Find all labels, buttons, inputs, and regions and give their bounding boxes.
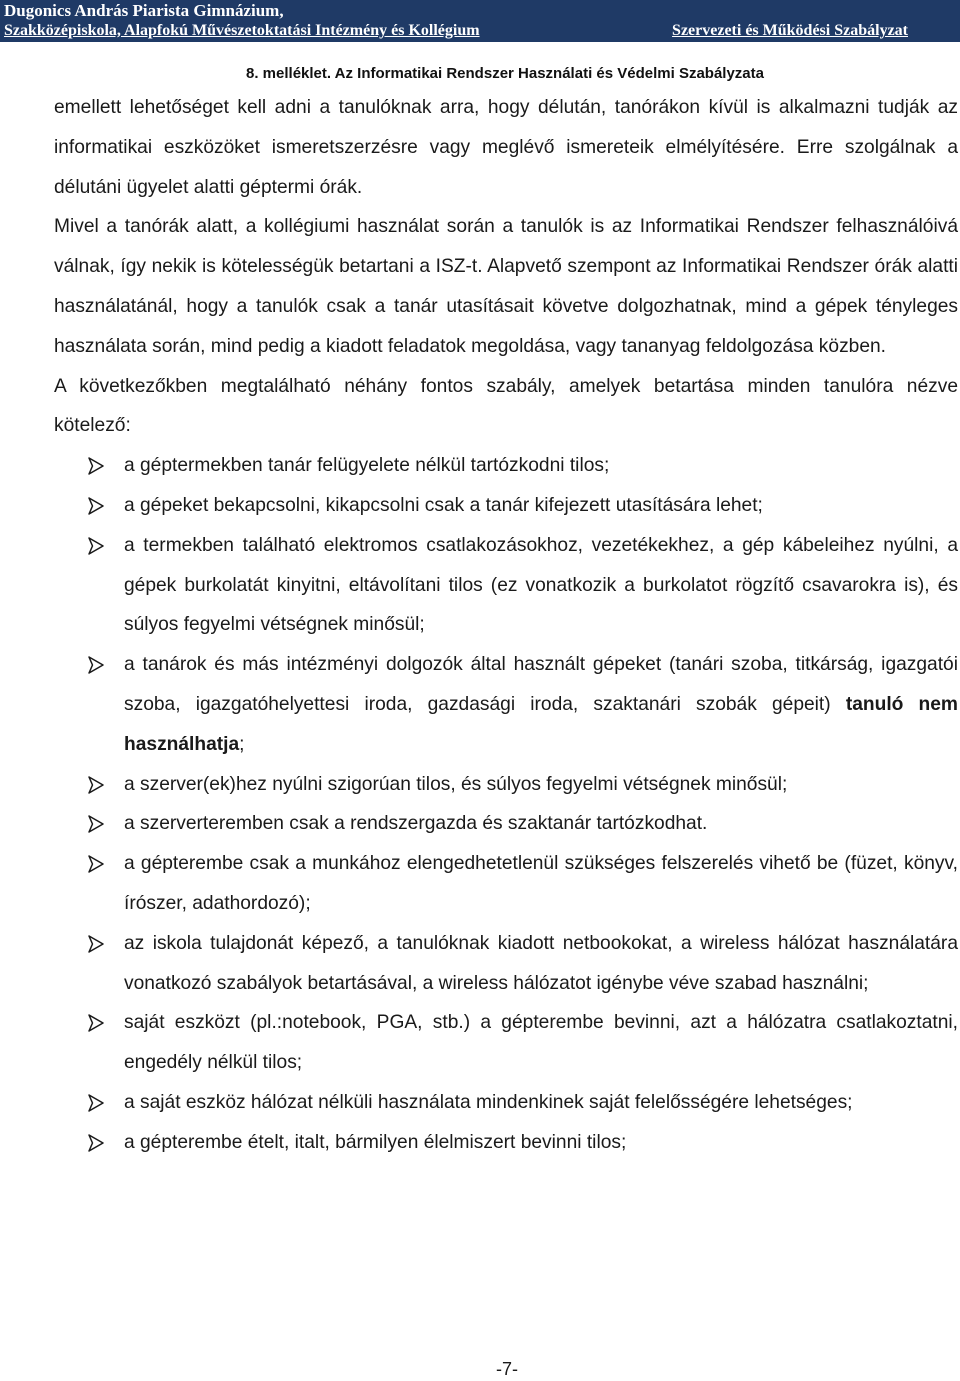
school-name-line1: Dugonics András Piarista Gimnázium,: [4, 1, 284, 20]
rule-text: a géptermekben tanár felügyelete nélkül tartózkodni tilos;: [124, 455, 610, 477]
arrowhead-bullet-icon: [87, 815, 105, 833]
list-item: [54, 446, 958, 486]
page-header: [0, 0, 960, 42]
arrowhead-bullet-icon: [87, 537, 105, 555]
rule-text: az iskola tulajdonát képező, a tanulóknak kiadott netbookokat, a wireless hálózat használatára vonatkozó szabályok betartásával, a wireless hálózatot igénybe véve szabad használni;: [124, 932, 958, 994]
arrowhead-bullet-icon: [87, 1094, 105, 1112]
list-item: [54, 645, 958, 764]
rule-emphasis: tanuló nem használhatja: [124, 693, 958, 755]
list-item: [54, 1123, 958, 1163]
rule-text: a szerverteremben csak a rendszergazda és szaktanár tartózkodhat.: [124, 813, 708, 835]
list-item: [54, 844, 958, 924]
paragraph-rules-intro: A következőkben megtalálható néhány fontos szabály, amelyek betartása minden tanulóra nézve kötelező:: [54, 375, 958, 437]
list-item: [54, 486, 958, 526]
arrowhead-bullet-icon: [87, 656, 105, 674]
rule-text: a tanárok és más intézményi dolgozók által használt gépeket (tanári szoba, titkárság, igazgatói szoba, igazgatóhelyettesi iroda, gazdasági iroda, szaktanári szobák gépeit): [124, 654, 958, 715]
list-item: [54, 804, 958, 844]
list-item: [54, 1083, 958, 1123]
arrowhead-bullet-icon: [87, 776, 105, 794]
paragraph-intro: emellett lehetőséget kell adni a tanulóknak arra, hogy délután, tanórákon kívül is alkalmazni tudják az informatikai eszközöket ismeretszerzésre vagy meglévő ismereteik elmélyítésére. Erre szolgálnak a délutáni ügyelet alatti géptermi órák.: [54, 97, 958, 198]
rule-text: a gépeket bekapcsolni, kikapcsolni csak a tanár kifejezett utasítására lehet;: [124, 494, 763, 516]
rule-text: a gépterembe ételt, italt, bármilyen élelmiszert bevinni tilos;: [124, 1131, 627, 1153]
list-item: [54, 765, 958, 805]
paragraph-usage: Mivel a tanórák alatt, a kollégiumi használat során a tanulók is az Informatikai Rendszer felhasználóivá válnak, így nekik is kötelességük betartani a ISZ-t. Alapvető szempont az Informatikai Rendszer órák alatti használatánál, hogy a tanulók csak a tanár utasításait követve dolgozhatnak, mind a gépek tényleges használata során, mind pedig a kiadott feladatok megoldása, vagy tananyag feldolgozása közben.: [54, 216, 958, 357]
arrowhead-bullet-icon: [87, 457, 105, 475]
rules-list: [54, 446, 958, 1162]
rule-text-end: ;: [239, 733, 245, 755]
document-title: Szervezeti és Működési Szabályzat: [672, 22, 908, 39]
arrowhead-bullet-icon: [87, 855, 105, 873]
rule-text: a szerver(ek)hez nyúlni szigorúan tilos, és súlyos fegyelmi vétségnek minősül;: [124, 773, 788, 795]
arrowhead-bullet-icon: [87, 1014, 105, 1032]
page-number: -7-: [496, 1359, 518, 1379]
arrowhead-bullet-icon: [87, 1134, 105, 1152]
school-name-line2: Szakközépiskola, Alapfokú Művészetoktatási Intézmény és Kollégium: [4, 22, 480, 39]
rule-text: saját eszközt (pl.:notebook, PGA, stb.) a gépterembe bevinni, azt a hálózatra csatlakoztatni, engedély nélkül tilos;: [124, 1012, 958, 1074]
list-item: [54, 1003, 958, 1083]
rule-text: a termekben található elektromos csatlakozásokhoz, vezetékekhez, a gép kábeleihez nyúlni, a gépek burkolatát kinyitni, eltávolítani tilos (ez vonatkozik a burkolatot rögzítő csavarokra is), és súlyos fegyelmi vétségnek minősül;: [124, 534, 958, 636]
attachment-title: 8. melléklet. Az Informatikai Rendszer Használati és Védelmi Szabályzata: [246, 65, 764, 82]
arrowhead-bullet-icon: [87, 497, 105, 515]
rule-text: a saját eszköz hálózat nélküli használata mindenkinek saját felelősségére lehetséges;: [124, 1091, 853, 1113]
list-item: [54, 526, 958, 645]
rule-text: a gépterembe csak a munkához elengedhetetlenül szükséges felszerelés vihető be (füzet, könyv, írószer, adathordozó);: [124, 853, 958, 914]
list-item: [54, 924, 958, 1004]
document-body: [54, 88, 958, 1163]
arrowhead-bullet-icon: [87, 935, 105, 953]
